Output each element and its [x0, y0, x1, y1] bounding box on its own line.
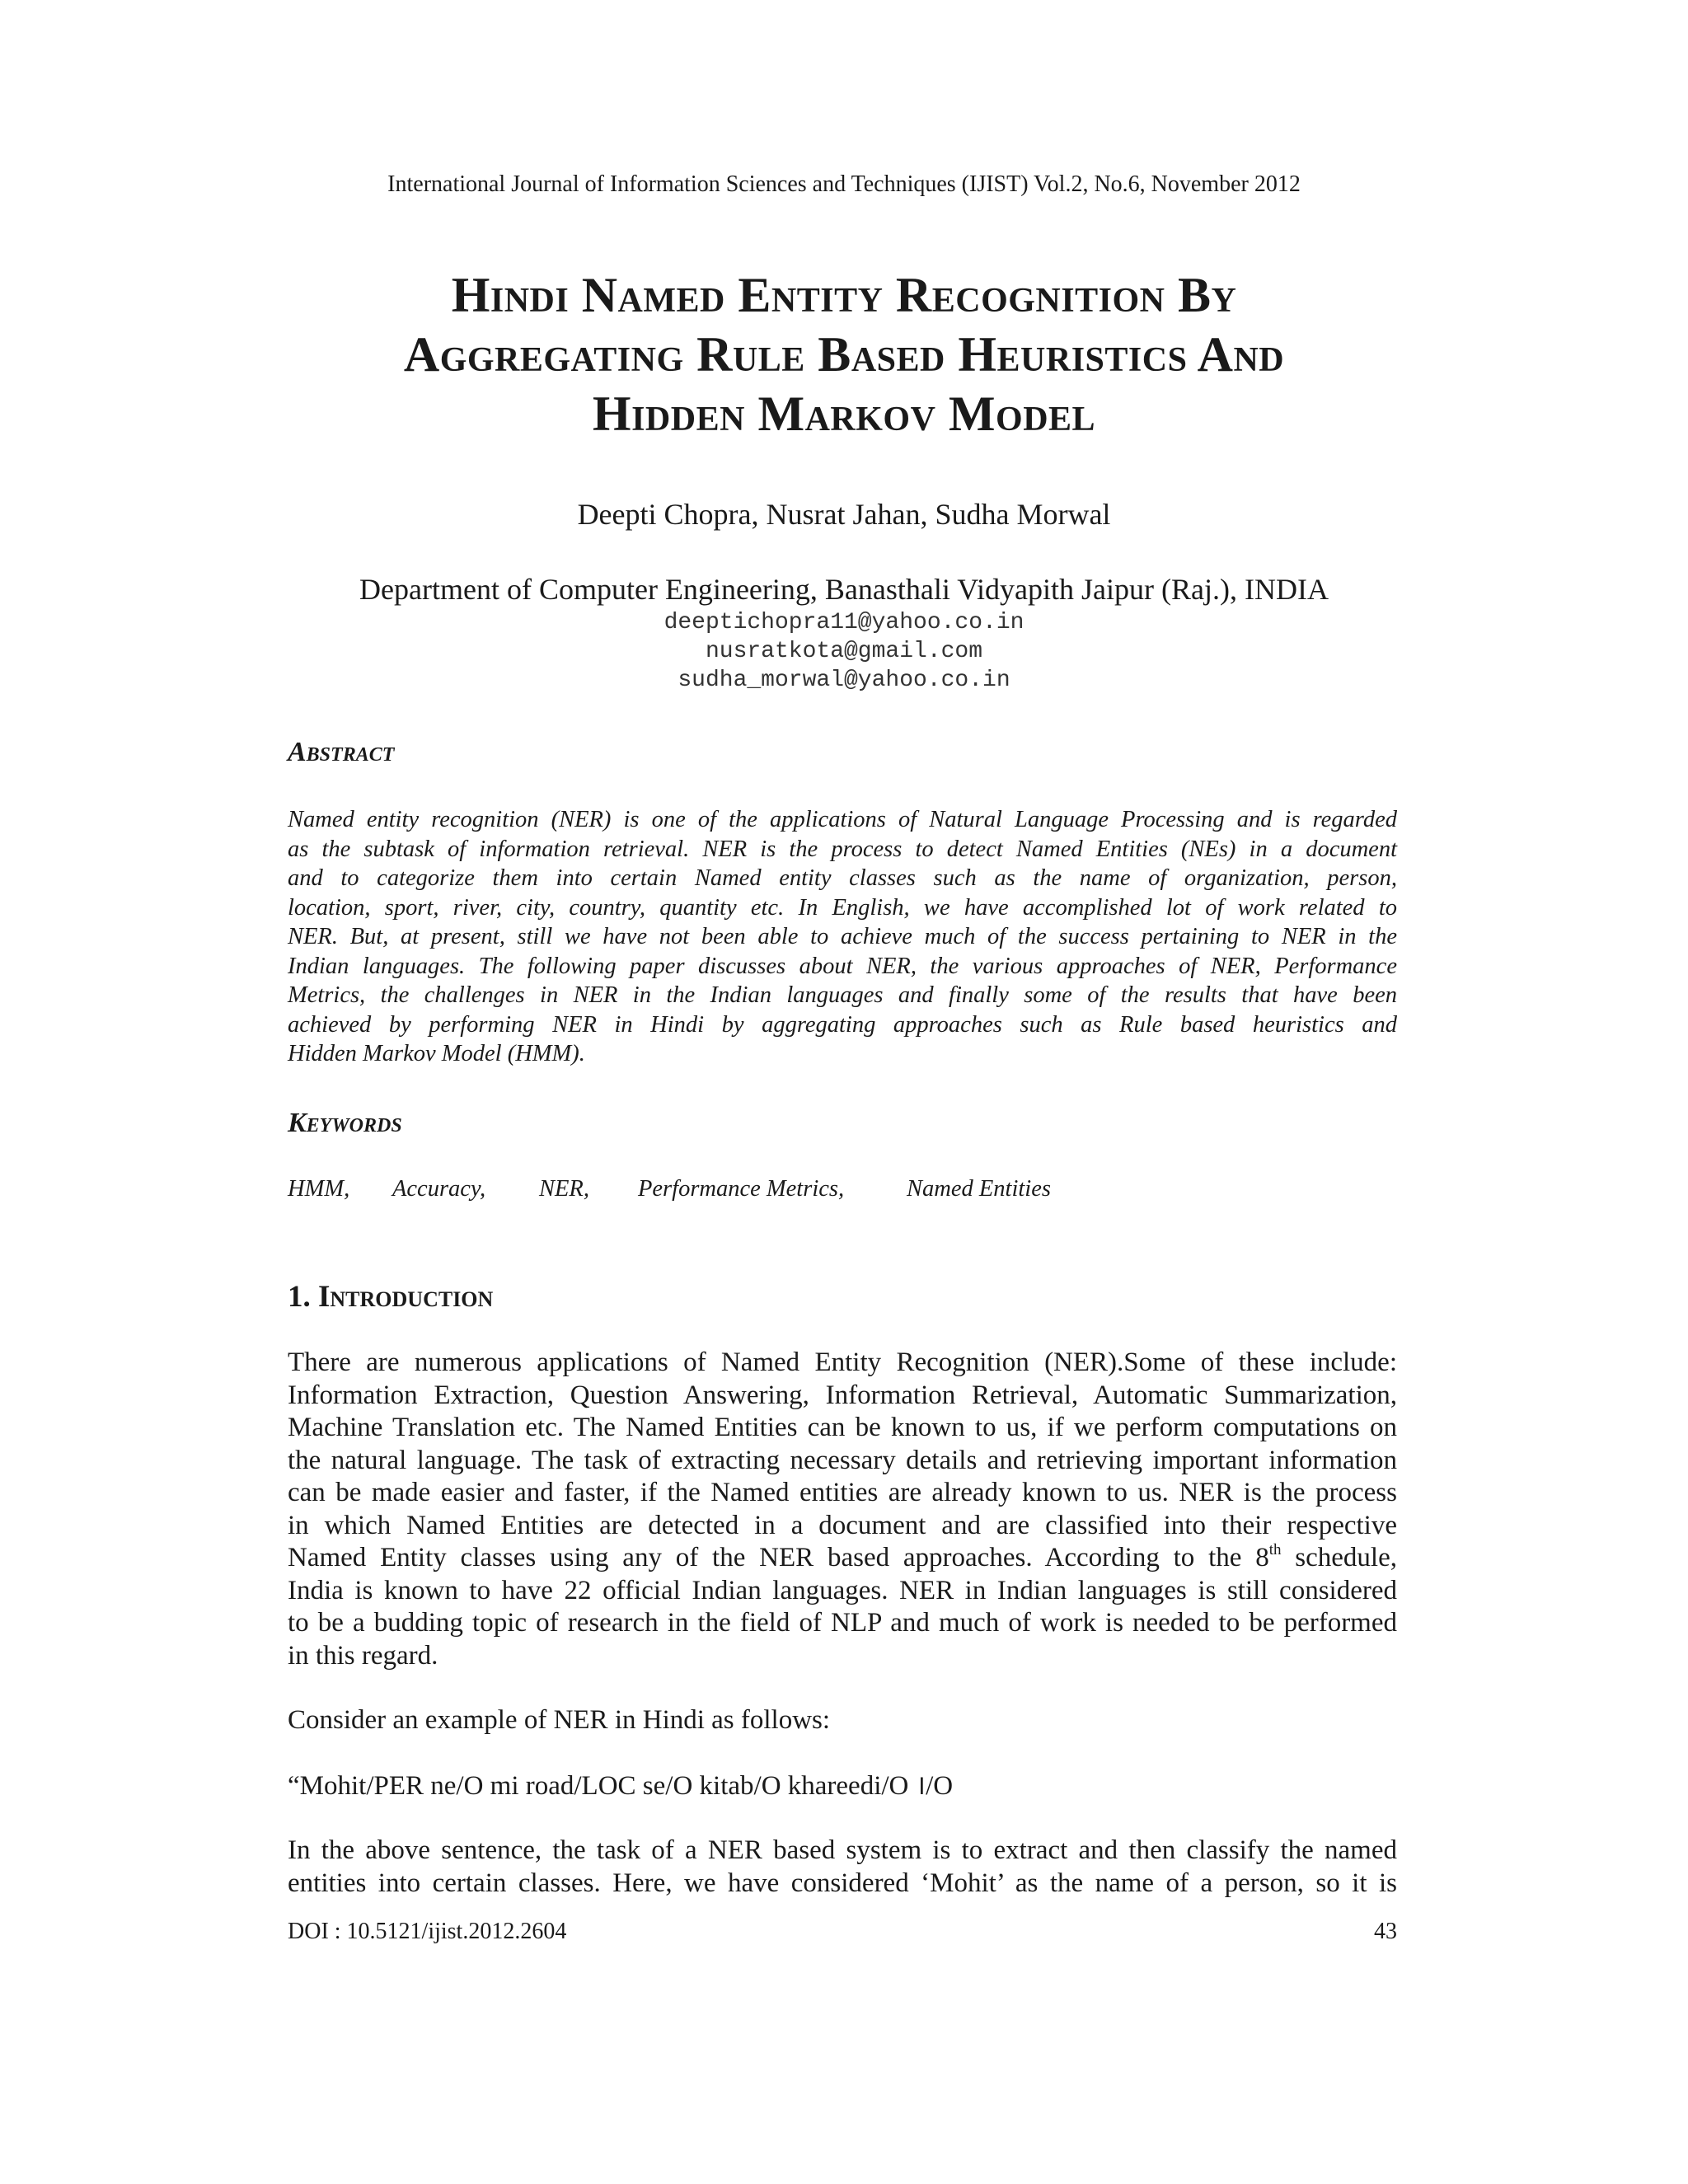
paragraph-line	[288, 1542, 1397, 1575]
abstract-line: achieved by performing NER in Hindi by aggregating approaches such as Rule based heuristics and	[288, 1011, 1397, 1038]
paragraph-line: In the above sentence, the task of a NER based system is to extract and then classify the named	[288, 1835, 1397, 1865]
ordinal-superscript: th	[1268, 1541, 1282, 1558]
paragraph-line: entities into certain classes. Here, we have considered ‘Mohit’ as the name of a person, so it is	[288, 1868, 1397, 1898]
keyword: NER,	[539, 1176, 589, 1202]
introduction-heading: 1. Introduction	[288, 1280, 494, 1314]
doi: DOI : 10.5121/ijist.2012.2604	[288, 1919, 567, 1944]
abstract-line: as the subtask of information retrieval. NER is the process to detect Named Entities (NEs) in a document	[288, 836, 1397, 862]
authors: Deepti Chopra, Nusrat Jahan, Sudha Morwal	[577, 498, 1111, 531]
line-text: Named Entity classes using any of the NER based approaches. According to the 8	[288, 1543, 1269, 1572]
keyword: Accuracy,	[392, 1176, 486, 1202]
title-line: Hidden Markov Model	[592, 387, 1096, 441]
paragraph-line: Machine Translation etc. The Named Entities can be known to us, if we perform computations on	[288, 1413, 1397, 1442]
paragraph-line: to be a budding topic of research in the field of NLP and much of work is needed to be performed	[288, 1608, 1397, 1638]
example-intro: Consider an example of NER in Hindi as follows:	[288, 1705, 831, 1735]
keywords-heading: Keywords	[288, 1108, 402, 1138]
introduction-paragraph	[288, 1347, 1397, 1672]
abstract-text	[288, 805, 1397, 1069]
paragraph-line: in which Named Entities are detected in a document and are classified into their respective	[288, 1510, 1397, 1540]
email: nusratkota@gmail.com	[705, 639, 983, 664]
paragraph-line: There are numerous applications of Named Entity Recognition (NER).Some of these include:	[288, 1347, 1397, 1377]
paragraph-line: in this regard.	[288, 1640, 438, 1671]
ner-example: “Mohit/PER ne/O mi road/LOC se/O kitab/O khareedi/O ।/O	[288, 1771, 954, 1801]
email: deeptichopra11@yahoo.co.in	[663, 610, 1025, 635]
author-emails	[0, 608, 1688, 695]
line-text: schedule,	[1281, 1543, 1398, 1572]
journal-header: International Journal of Information Sciences and Techniques (IJIST) Vol.2, No.6, November 2012	[387, 171, 1301, 197]
title-line: Aggregating Rule Based Heuristics And	[403, 327, 1285, 382]
abstract-line: Metrics, the challenges in NER in the Indian languages and finally some of the results that have been	[288, 982, 1397, 1008]
paper-title	[0, 265, 1688, 443]
explanation-paragraph	[288, 1835, 1397, 1900]
email: sudha_morwal@yahoo.co.in	[678, 668, 1010, 693]
paragraph-line: India is known to have 22 official Indian languages. NER in Indian languages is still considered	[288, 1575, 1397, 1605]
abstract-line: location, sport, river, city, country, quantity etc. In English, we have accomplished lot of work related to	[288, 894, 1397, 921]
title-line: Hindi Named Entity Recognition By	[451, 268, 1237, 322]
paragraph-line: the natural language. The task of extracting necessary details and retrieving important information	[288, 1445, 1397, 1475]
abstract-line: and to categorize them into certain Named entity classes such as the name of organization, person,	[288, 865, 1397, 891]
keyword: HMM,	[288, 1176, 350, 1202]
abstract-line: Hidden Markov Model (HMM).	[288, 1041, 585, 1066]
paragraph-line: can be made easier and faster, if the Named entities are already known to us. NER is the process	[288, 1478, 1397, 1507]
abstract-line: Indian languages. The following paper discusses about NER, the various approaches of NER, Performance	[288, 953, 1397, 979]
paragraph-line: Information Extraction, Question Answering, Information Retrieval, Automatic Summarization,	[288, 1380, 1397, 1410]
abstract-heading: Abstract	[288, 737, 395, 767]
abstract-line: Named entity recognition (NER) is one of the applications of Natural Language Processing and is regarded	[288, 807, 1397, 832]
page-number: 43	[1374, 1919, 1397, 1944]
keyword: Performance Metrics,	[638, 1176, 845, 1202]
abstract-line: NER. But, at present, still we have not been able to achieve much of the success pertaining to NER in the	[288, 924, 1397, 949]
keyword: Named Entities	[907, 1176, 1051, 1202]
affiliation: Department of Computer Engineering, Banasthali Vidyapith Jaipur (Raj.), INDIA	[359, 573, 1329, 606]
